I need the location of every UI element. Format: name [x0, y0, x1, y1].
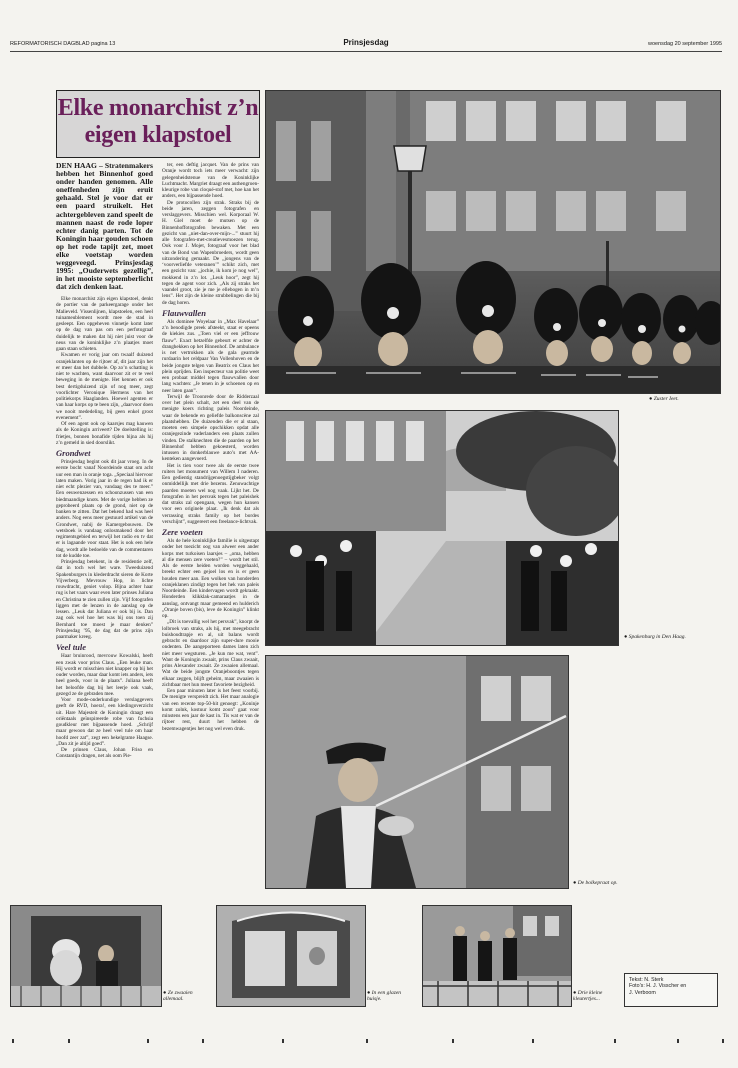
subhead-veel-tule: Veel tule — [56, 642, 86, 653]
caption-zwaaien: ● Ze zwaaien allemaal. — [163, 990, 193, 1003]
paragraph: Prinsjesdag betekent, in de residentie zelf, dat in toch wel het ware. Tweeduizend Spakenburgers in klederdracht sieren de Korte Vijverberg. Mevrouw Hop, in lichte rouwdracht, geniet volop. Bijna achter haar rug is het vaars waar even later prinses Juliana en Christina te zien zullen zijn. Vijf fotografen liggen met de lenzen in de aanslag op de lessen. „Leuk dat Juliana er ook bij is. Dan zag ook wel hoe het was bij ons toen zij Bernhard toe moest je maar denken” Prinsjesdag ’95, de dag dat de prins zijn paarmaker kreeg. — [56, 559, 153, 640]
spakenburg-photo-image — [266, 411, 618, 645]
paragraph: Als de hele koninklijke familie is uitgestapt onder het toezicht oog van alweer een ander korps met turkoisen laarsjes – „oma, hebben al die mensen zere voeten?” – wordt het stil. Als de eerste heiden worden weggehaald, breekt echter een gejoel los en is er geen houden meer aan. Een wolken van honderden oranjeklanen zindigt tegen het hek van paleis Noordeinde. Een kindervagen wordt gekraakt. Honderden klikklak-camaraatjes in de aanslag, ontvangt maar gemeend en hulderich „Oranje boven (bis), leve de Koningin” klinkt op. — [162, 538, 259, 619]
subhead-flauwvallen: Flauwvallen — [162, 307, 206, 318]
paragraph: Als dominee Woyelaar in „Max Havelaar” z’n benodigde preek afsteekt, staat er opeens de kiekies zus. „Toen viel er een jeffrouw flauw”. Exact hetzelfde gebeurt er achter de dranghekken op het Binnenhof. De ambulance is net vertrokken als de gala gearmde rurdaarin het celdpaar Van Vollenhoven en de beide jongste telgen van Beatrix en Claus het plein oprijden. Een inspecteur van politie weet een probaat middel tegen flauwvallen door lang wachten: „Je tenen in je schoenen op en neer laten gaan”. — [162, 318, 259, 394]
caption-bolkepraat: ● De bolkepraat op. — [573, 880, 618, 886]
paragraph: De prinsen Claus, Johan Friso en Constantijn dragen, net als oom Pie- — [56, 747, 153, 760]
kleuters-photo-image — [423, 906, 571, 1006]
photo-glass-coach — [216, 905, 366, 1007]
headline-box — [56, 90, 260, 158]
caption-spakenburg: ● Spakenburg in Den Haag. — [624, 634, 686, 640]
paragraph: Of een agent ook op kaarsjes mag kauwen als de Koningin arriveert? De doelstelling is: frietjes, bonnen bonafide tijden bijna als hij z’n gemeld in sied doorslikt. — [56, 421, 153, 446]
paragraph: ter, een deftig jacquet. Van de prins van Oranje wordt toch iets meer verwacht: zijn gelegenheidstenue van de Koninklijke Luchtmacht. Margriet draagt een authengroen-kleurige robe van cloqué-stof met, hoe kan het anders, een bijpassende hoed. — [162, 162, 259, 200]
paragraph: Prinsjesdag begint ook dit jaar vroeg. In de eerste bocht vanaf Noordeinde staat om acht uur een man in oranje toga. „Speciaal hiervoor laten maken. Vorig jaar in de regen had ik er niet echt plezier van, vandaag des te meer.” Een eeuwenzessen en schoonzussen van een biedmaandige knots. Met de vorige hebben ze geprobeerd plaats op de grond, niet op de banken te zitten. Dat het bekend had was heel anders. Nog eens meer gestuurd artikel van de Grondwet, nabij de Kamergebouwen. De wetsboek is vandaag onlosmakend door het regimentsgebied en terwijl het radio en tv dat er is lagaande voor staat. Het is ook een hele dag, wordt alle bedoelde van de commentaren tot de kudde toe. — [56, 459, 153, 559]
balcony-photo-image — [11, 906, 161, 1006]
header-date: woensdag 20 september 1995 — [648, 41, 722, 47]
paragraph: Het is tien voor twee als de eerste twee ruiters het monument van Willem I naderen. Een gedientig standrijgenoegstijgbeker volgt onmiddellijk met drie bezems. Zenuwachtige paarden moeten wel nog vaak. Lijkt het. De fotografen in het persvak tegen het paleishek dat straks zal opengaan, wegen hun kansen voor een originele plaat. „Ik denk dat als verrassing straks family op het bordes verschijnt”, suggereert een freelance-lichtvak. — [162, 462, 259, 525]
header-rule — [10, 51, 722, 52]
paragraph: Terwijl de Troonrede door de Ridderzaal over het plein schalt, zet een deel van de menigte koers richting paleis Noordeinde, waar de bekende en geliefde balkonscène zal plaatshebben. De duizenden die er al staan, moeten een simpele opschikken opdat alle oranjegezinde vaderlanders een plaats zullen vinden. De stalknechten die de paarden op het Binnenhof hebben gekoesterd, worden intussen in donkerblauwe auto’s met AA-kenteken aangevoerd. — [162, 393, 259, 463]
photo-bolkepraat — [265, 655, 569, 889]
paragraph: De protocollen zijn strak. Straks bij de beide jaren, zeggen fotografen en verslaggevers. Misschien wel. Korporaal W. H. Giel moet de mutsen op de Binnenhoffotografen bewaken. Met een gezicht van „niet-dan-over-mijn-...” stuurt hij alle fotografen-met-creatievesmoezen terug. Ook voor J. Mojet, fotograaf voor het blad van de Bond van Wapenbroeders, wordt geen uitzondering gemaakt. De „jongens van de ‘voorverliefde veteranen’” schikt zich, met een gezicht van: „jochie, ik kom je nog wel”, mokkend in z’n lot. „Leuk hoor”, zegt hij tegen de agent voor zich. „Als zij straks het vaandel groot, zie je me je ellebogen in m’n lens”. Het zijn de kleine strubbelingen die bij de dag horen. — [162, 199, 259, 306]
headline: Elke monarchist z’n eigen klapstoel — [57, 95, 259, 148]
paragraph: Voor mode-onderkundige verslaggevers geeft de RVD, hoera!, een kledingoverzicht uit. Hare Majesteit de Koningin draagt een oriëntaals geïnspireerde robe van fuchsia goudkleur met bijpassende hoed. „Schrijf maar gewoon dat ze heel veel tule om haar hoofd zeer zat”, zegt een hekelgrame Haagse. „Dan zit je altijd goed”. — [56, 697, 153, 747]
guards-photo-image — [266, 91, 720, 393]
paragraph: Elke monarchist zijn eigen klapstoel, denkt de portier van de parkeergarage onder het Malieveld. Vissenlijnen, klapstoelen, een heel tuinameublement wordt mee de stad in gesleept. Een opgeheven vinnetje komt later op de dag van pas om een perfotograaf duidelijk te maken dat hij niet juist voor de neus van de koninklijke z’n plaatjes moet gaan staan schieten. — [56, 296, 153, 352]
credit-photos: Foto’s: H. J. Visscher en — [629, 983, 687, 990]
photo-kleuters — [422, 905, 572, 1007]
caption-zusters: ● Zuster Ieet. — [649, 396, 679, 402]
header-section: Prinsjesdag — [343, 38, 389, 47]
photo-guards — [265, 90, 721, 394]
paragraph: Haar bruinrood, mevrouw Kowalski, heeft een zwak voor prins Claus. „Een leuke man. Hij wordt er misschien niet knapper op bij het ouder worden, maar daar komt iets anders, iets heel goeds, voor in de plaats”. Juliana heeft het beloofde dag bij het leerje ook vaak, gezegd ze de gebraden mee. — [56, 653, 153, 697]
paragraph: Kwamen er vorig jaar om twaalf duizend oranjeklanten op de rijtoer af, dit jaar zijn het er meer dan het dubbele. Op zo’n schatting is niet te wachten, want daarvoor zit er te veel beweging in de menigte. Het kennen er ook best dertigduizend zijn of nog meer, zegt voorlichter Veronique Hermens van het politiekorps Haaglanden. Hoewel agenten er van haar korps op te been zijn, „daarvoor doen we nooit mededeling, bij geen enkel groot evenement”. — [56, 352, 153, 421]
article-column-2 — [162, 162, 259, 890]
photo-credit-box — [624, 973, 718, 1007]
subhead-grondwet: Grondwet — [56, 448, 91, 458]
article-column-1 — [56, 296, 153, 908]
credit-photographer: J. Verboom — [629, 989, 656, 996]
credit-text-author: Tekst: N. Sterk — [629, 977, 664, 983]
lead-paragraph: DEN HAAG – Stratenmakers hebben het Binnenhof goed onder handen genomen. Alle oneffenheden zijn eruit gehaald. Stel je voor dat er een paard struikelt. Het achtergebleven zand speelt de mannen naast de rode loper echter danig parten. Tot de Koningin haar gouden schoen op het rode tapijt zet, moet elke voetstap worden weggeveegd. Prinsjesdag 1995: „Ouderwets gezellig”, in het mooiste septemberlicht dat zich denken laat. — [56, 161, 153, 292]
bolkepraat-photo-image — [266, 656, 568, 888]
header-paper-name: REFORMATORISCH DAGBLAD pagina 13 — [10, 41, 116, 47]
registration-marks — [12, 1038, 726, 1044]
page-header — [10, 38, 722, 50]
caption-glazen: ● In een glazen huisje. — [367, 990, 402, 1003]
paragraph: Een paar minuten later is het feest voorbij. De menigte verspreidt zich. Het maar analogie van een recente top-50-hit genoegt: „Koninje komt zolnk, kostuur komt zoon” gaat voor minstens een jaar de kast in. Tis wat er van de rijtoer rest, duurt het hebben de bezemwagentjes het nog wel even druk. — [162, 688, 259, 732]
caption-kleuters: ● Drie kleine kleutertjes... — [573, 990, 603, 1003]
subhead-zere-voeten: Zere voeten — [162, 527, 203, 537]
paragraph: „Dit is toevallig wel het persvak”, knorpt de lolbroek van straks, als hij, met meegebracht buishoudtrapje en al, uit balans wordt gebracht en daardoor zijn super-dure mooie ondenten. De aangeporteen dames laten zich niet meer wegsturen. „Je kun me wat, vent”. Want de Koningin zwaait, prins Claus zwaait, prins Alexander zwaait. Ze zwaaien allemaal. Wat de beide jongste Oranjeboontjes tegen elkaar zeggen, blijft geheim, maar zwaaien is zichtbaar met hun meest favoriete bezigheid. — [162, 619, 259, 688]
photo-balcony — [10, 905, 162, 1007]
glass-coach-photo-image — [217, 906, 365, 1006]
photo-spakenburg — [265, 410, 619, 646]
